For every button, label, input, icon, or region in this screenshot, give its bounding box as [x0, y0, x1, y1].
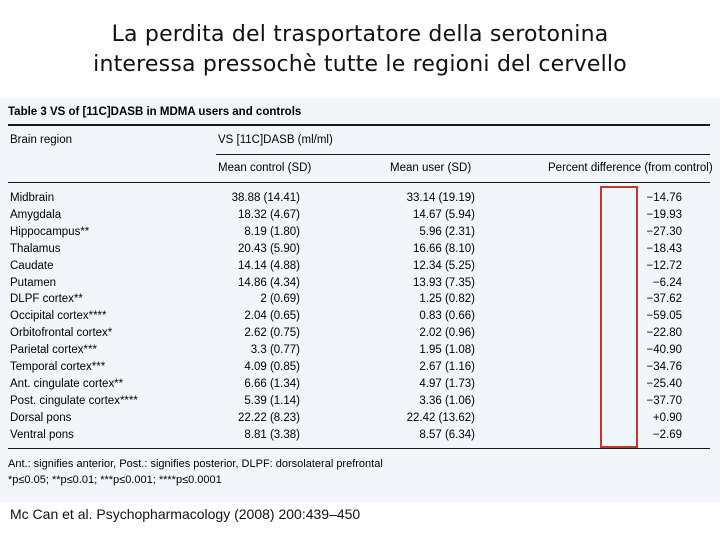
header-brain-region: Brain region: [10, 134, 73, 146]
cell-brain-region: Orbitofrontal cortex*: [10, 327, 113, 340]
cell-mean-control: 22.22 (8.23): [237, 411, 300, 424]
cell-percent-difference: −34.76: [646, 361, 682, 373]
cell-mean-control: 6.66 (1.34): [244, 377, 300, 390]
cell-brain-region: Thalamus: [10, 242, 61, 255]
cell-percent-difference: −18.43: [646, 242, 682, 255]
cell-mean-user: 1.95 (1.08): [419, 344, 475, 357]
header-bottom-rule: [8, 182, 710, 183]
cell-mean-control: 38.88 (14.41): [231, 192, 300, 204]
table-caption: Table 3 VS of [11C]DASB in MDMA users and controls: [8, 106, 302, 118]
cell-percent-difference: −2.69: [652, 428, 682, 441]
cell-percent-difference: −59.05: [646, 310, 682, 323]
slide-title: [0, 20, 720, 80]
cell-brain-region: Post. cingulate cortex****: [10, 394, 138, 407]
cell-percent-difference: −40.90: [646, 344, 682, 357]
cell-mean-user: 22.42 (13.62): [406, 411, 475, 424]
cell-mean-control: 14.14 (4.88): [237, 259, 300, 272]
footnote-abbreviations: Ant.: signifies anterior, Post.: signifies posterior, DLPF: dorsolateral prefrontal: [8, 458, 383, 470]
cell-mean-user: 2.02 (0.96): [419, 327, 475, 340]
cell-percent-difference: −27.30: [646, 225, 682, 238]
cell-mean-control: 2.04 (0.65): [244, 310, 300, 323]
cell-mean-control: 4.09 (0.85): [244, 361, 300, 373]
cell-brain-region: Midbrain: [10, 192, 55, 204]
cell-mean-user: 16.66 (8.10): [412, 242, 475, 255]
table-bottom-rule: [8, 448, 710, 449]
cell-mean-user: 8.57 (6.34): [419, 428, 475, 441]
cell-mean-user: 33.14 (19.19): [406, 192, 475, 204]
cell-brain-region: Putamen: [10, 276, 57, 289]
footnote-significance: *p≤0.05; **p≤0.01; ***p≤0.001; ****p≤0.0001: [8, 474, 222, 486]
cell-mean-control: 20.43 (5.90): [237, 242, 300, 255]
cell-mean-user: 5.96 (2.31): [419, 225, 475, 238]
cell-mean-user: 1.25 (0.82): [419, 293, 475, 306]
cell-percent-difference: −12.72: [646, 259, 682, 272]
cell-mean-control: 3.3 (0.77): [250, 344, 300, 357]
cell-brain-region: Caudate: [10, 259, 54, 272]
cell-brain-region: Ant. cingulate cortex**: [10, 377, 124, 390]
slide-title-line-1: La perdita del trasportatore della serotonina: [111, 22, 609, 47]
cell-mean-control: 2.62 (0.75): [244, 327, 300, 340]
cell-percent-difference: −25.40: [646, 377, 682, 390]
reference-citation: Mc Can et al. Psychopharmacology (2008) 200:439–450: [10, 506, 361, 522]
cell-percent-difference: −37.70: [646, 394, 682, 407]
cell-brain-region: Amygdala: [10, 208, 62, 221]
cell-mean-user: 3.36 (1.06): [419, 394, 475, 407]
slide-title-line-2: interessa pressochè tutte le regioni del cervello: [93, 52, 627, 77]
cell-mean-user: 12.34 (5.25): [412, 259, 475, 272]
cell-mean-control: 5.39 (1.14): [244, 394, 300, 407]
cell-mean-control: 8.81 (3.38): [244, 428, 300, 441]
header-mean-user: Mean user (SD): [390, 162, 472, 174]
cell-mean-user: 14.67 (5.94): [412, 208, 475, 221]
cell-brain-region: Parietal cortex***: [10, 344, 97, 357]
cell-percent-difference: −22.80: [646, 327, 682, 340]
cell-mean-user: 2.67 (1.16): [419, 361, 475, 373]
cell-brain-region: DLPF cortex**: [10, 293, 83, 306]
highlight-box: [600, 186, 638, 448]
cell-percent-difference: −37.62: [646, 293, 682, 306]
cell-percent-difference: −19.93: [646, 208, 682, 221]
cell-brain-region: Dorsal pons: [10, 411, 72, 424]
cell-mean-control: 18.32 (4.67): [237, 208, 300, 221]
cell-mean-control: 14.86 (4.34): [237, 276, 300, 289]
header-sub-rule: [216, 154, 710, 155]
cell-mean-user: 13.93 (7.35): [412, 276, 475, 289]
header-mean-control: Mean control (SD): [218, 162, 312, 174]
cell-percent-difference: +0.90: [652, 411, 682, 424]
cell-mean-control: 2 (0.69): [260, 293, 300, 306]
cell-mean-user: 0.83 (0.66): [419, 310, 475, 323]
cell-brain-region: Ventral pons: [10, 428, 74, 441]
table-top-rule: [8, 124, 710, 126]
header-vs-group: VS [11C]DASB (ml/ml): [218, 134, 333, 146]
cell-mean-user: 4.97 (1.73): [419, 377, 475, 390]
cell-percent-difference: −14.76: [646, 192, 682, 204]
header-percent-difference: Percent difference (from control): [548, 162, 713, 174]
cell-brain-region: Temporal cortex***: [10, 361, 106, 373]
cell-mean-control: 8.19 (1.80): [244, 225, 300, 238]
cell-percent-difference: −6.24: [652, 276, 682, 289]
cell-brain-region: Occipital cortex****: [10, 310, 107, 323]
cell-brain-region: Hippocampus**: [10, 225, 90, 238]
